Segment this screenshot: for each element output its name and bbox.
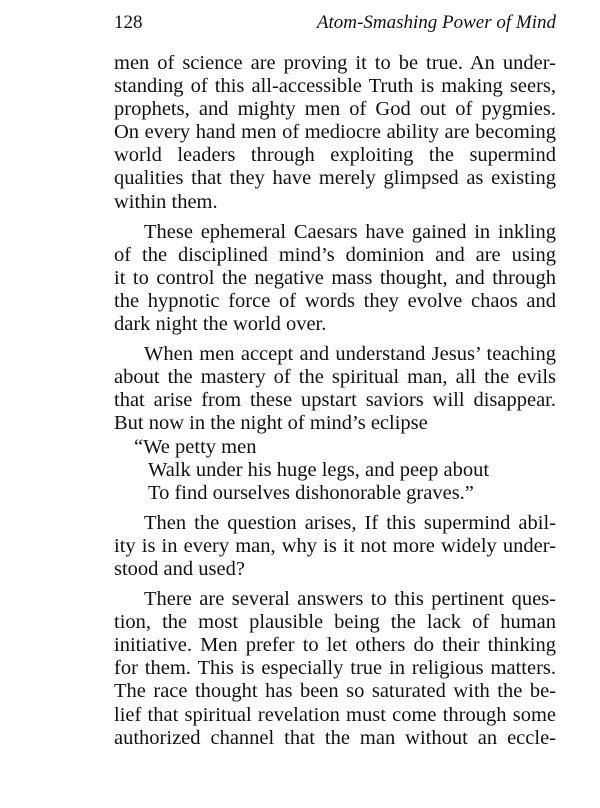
text-line: When men accept and understand Jesus’ teaching bbox=[144, 343, 556, 366]
text-line: standing of this all-accessible Truth is making seers, bbox=[114, 75, 556, 98]
page-number: 128 bbox=[114, 12, 143, 33]
text-line: There are several answers to this pertinent ques- bbox=[144, 588, 556, 611]
paragraph bbox=[114, 221, 556, 336]
text-line: ity is in every man, why is it not more widely under- bbox=[114, 534, 556, 557]
text-line: the hypnotic force of words they evolve chaos and bbox=[114, 289, 556, 312]
text-line: for them. This is especially true in religious matters. bbox=[114, 657, 556, 680]
verse-line: “We petty men bbox=[134, 435, 257, 458]
text-line: it to control the negative mass thought, and through bbox=[114, 266, 556, 289]
text-line: stood and used? bbox=[114, 557, 245, 580]
page-header bbox=[114, 12, 556, 38]
paragraph-gap bbox=[114, 581, 556, 588]
text-line: lief that spiritual revelation must come through some bbox=[114, 703, 556, 726]
paragraph bbox=[114, 343, 556, 435]
text-line: dark night the world over. bbox=[114, 313, 327, 336]
text-line: On every hand men of mediocre ability are becoming bbox=[114, 121, 556, 144]
paragraph bbox=[114, 588, 556, 750]
text-line: The race thought has been so saturated with the be- bbox=[114, 680, 556, 703]
text-line: Then the question arises, If this supermind abil- bbox=[144, 511, 556, 534]
text-line: within them. bbox=[114, 190, 218, 213]
text-line: prophets, and mighty men of God out of pygmies. bbox=[114, 98, 556, 121]
verse-line: Walk under his huge legs, and peep about bbox=[148, 458, 490, 481]
text-line: qualities that they have merely glimpsed as existing bbox=[114, 167, 556, 190]
paragraph-gap bbox=[114, 336, 556, 343]
paragraph bbox=[114, 52, 556, 214]
verse-line: To find ourselves dishonorable graves.” bbox=[148, 481, 474, 504]
paragraph-gap bbox=[114, 214, 556, 221]
text-line: that arise from these upstart saviors will disappear. bbox=[114, 389, 556, 412]
paragraph-gap bbox=[114, 505, 556, 512]
text-line: But now in the night of mind’s eclipse bbox=[114, 412, 428, 435]
text-line: world leaders through exploiting the supermind bbox=[114, 144, 556, 167]
page-body bbox=[114, 52, 556, 750]
text-line: initiative. Men prefer to let others do their thinking bbox=[114, 634, 556, 657]
running-head: Atom-Smashing Power of Mind bbox=[316, 12, 556, 33]
text-line: authorized channel that the man without an eccle- bbox=[114, 726, 556, 749]
text-line: of the disciplined mind’s dominion and are using bbox=[114, 243, 556, 266]
text-line: These ephemeral Caesars have gained in inkling bbox=[144, 220, 556, 243]
paragraph bbox=[114, 512, 556, 581]
text-line: men of science are proving it to be true. An under- bbox=[114, 52, 556, 74]
text-line: tion, the most plausible being the lack of human bbox=[114, 611, 556, 634]
text-line: about the mastery of the spiritual man, all the evils bbox=[114, 366, 556, 389]
verse-quotation bbox=[114, 436, 556, 505]
